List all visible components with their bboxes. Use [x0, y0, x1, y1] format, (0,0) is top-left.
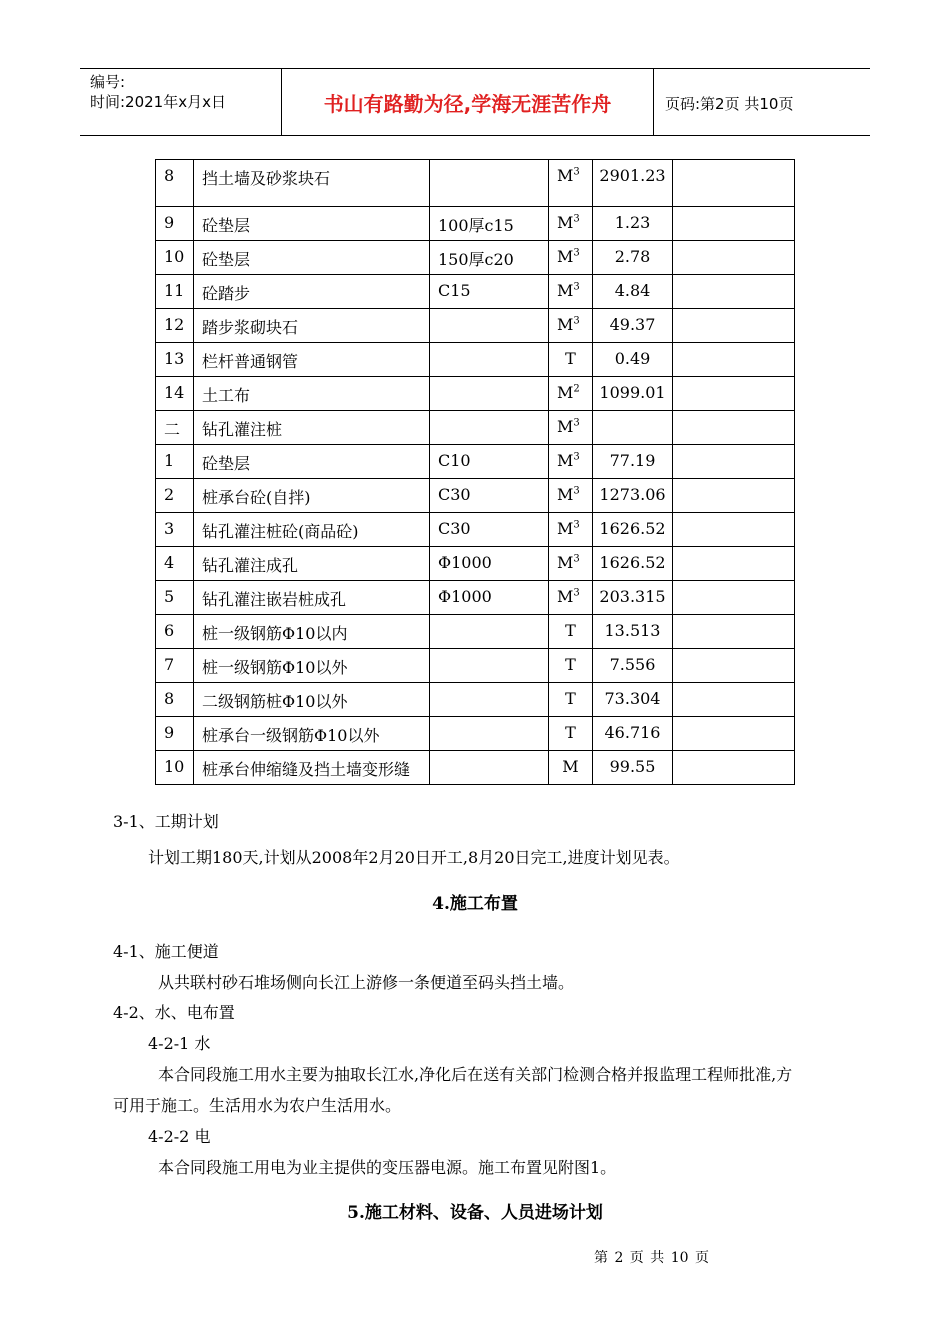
- table-row: [156, 649, 795, 683]
- header-page-label: 页码:第2页 共10页: [665, 95, 794, 113]
- time-label: 时间:2021年x月x日: [90, 93, 226, 111]
- row-unit: [549, 377, 593, 411]
- row-unit: [549, 479, 593, 513]
- row-number: 14: [156, 377, 194, 411]
- row-quantity: 77.19: [593, 445, 673, 479]
- row-item-name: 栏杆普通钢管: [194, 343, 430, 377]
- unit-symbol: M: [557, 315, 574, 334]
- row-spec: [430, 377, 549, 411]
- row-quantity: 1626.52: [593, 547, 673, 581]
- row-unit: [549, 160, 593, 207]
- unit-exponent: 3: [573, 485, 580, 497]
- row-note: [673, 343, 795, 377]
- unit-symbol: M: [557, 587, 574, 606]
- row-number: 9: [156, 207, 194, 241]
- unit-symbol: M: [557, 166, 574, 185]
- unit-symbol: M: [562, 757, 579, 776]
- row-spec: [430, 615, 549, 649]
- row-unit: [549, 241, 593, 275]
- row-item-name: 桩承台砼(自拌): [194, 479, 430, 513]
- row-quantity: [593, 411, 673, 445]
- unit-symbol: M: [557, 281, 574, 300]
- section-3-1-title: 3-1、工期计划: [113, 812, 219, 831]
- row-number: 10: [156, 241, 194, 275]
- row-item-name: 二级钢筋桩Φ10以外: [194, 683, 430, 717]
- section-3-1-text: 计划工期180天,计划从2008年2月20日开工,8月20日完工,进度计划见表。: [148, 848, 680, 867]
- row-note: [673, 309, 795, 343]
- table-row: [156, 275, 795, 309]
- unit-symbol: M: [557, 485, 574, 504]
- row-item-name: 踏步浆砌块石: [194, 309, 430, 343]
- table-row: [156, 513, 795, 547]
- row-item-name: 钻孔灌注成孔: [194, 547, 430, 581]
- row-spec: [430, 683, 549, 717]
- row-unit: [549, 513, 593, 547]
- row-unit: [549, 581, 593, 615]
- row-number: 8: [156, 683, 194, 717]
- row-unit: [549, 343, 593, 377]
- unit-symbol: M: [557, 213, 574, 232]
- row-number: 1: [156, 445, 194, 479]
- row-quantity: 7.556: [593, 649, 673, 683]
- row-item-name: 钻孔灌注桩: [194, 411, 430, 445]
- row-number: 2: [156, 479, 194, 513]
- section-4-2-1-text-line1: 本合同段施工用水主要为抽取长江水,净化后在送有关部门检测合格并报监理工程师批准,方: [158, 1065, 793, 1084]
- unit-exponent: 3: [573, 553, 580, 565]
- section-4-2-2-text: 本合同段施工用电为业主提供的变压器电源。施工布置见附图1。: [158, 1158, 617, 1177]
- page-header: [80, 68, 870, 136]
- row-unit: [549, 275, 593, 309]
- row-number: 4: [156, 547, 194, 581]
- row-unit: [549, 207, 593, 241]
- unit-symbol: M: [557, 417, 574, 436]
- row-item-name: 钻孔灌注嵌岩桩成孔: [194, 581, 430, 615]
- row-note: [673, 275, 795, 309]
- row-note: [673, 547, 795, 581]
- row-item-name: 砼垫层: [194, 241, 430, 275]
- table-row: [156, 751, 795, 785]
- row-unit: [549, 615, 593, 649]
- table-row: [156, 717, 795, 751]
- section-4-1-title: 4-1、施工便道: [113, 942, 219, 961]
- unit-symbol: T: [565, 689, 576, 708]
- row-note: [673, 513, 795, 547]
- table-row: [156, 445, 795, 479]
- row-number: 7: [156, 649, 194, 683]
- row-spec: 150厚c20: [430, 241, 549, 275]
- row-quantity: 203.315: [593, 581, 673, 615]
- row-quantity: 1.23: [593, 207, 673, 241]
- quantity-table: [155, 159, 795, 785]
- unit-symbol: M: [557, 247, 574, 266]
- header-left-cell: [80, 69, 281, 135]
- header-motto: 书山有路勤为径,学海无涯苦作舟: [281, 69, 654, 135]
- row-unit: [549, 751, 593, 785]
- row-spec: [430, 343, 549, 377]
- row-note: [673, 615, 795, 649]
- row-spec: C30: [430, 479, 549, 513]
- row-quantity: 49.37: [593, 309, 673, 343]
- section-4-2-2-title: 4-2-2 电: [148, 1127, 211, 1146]
- unit-exponent: 3: [573, 587, 580, 599]
- row-unit: [549, 683, 593, 717]
- unit-exponent: 3: [573, 166, 580, 178]
- row-quantity: 0.49: [593, 343, 673, 377]
- row-quantity: 73.304: [593, 683, 673, 717]
- row-note: [673, 445, 795, 479]
- row-spec: C30: [430, 513, 549, 547]
- row-number: 二: [156, 411, 194, 445]
- table-row: [156, 207, 795, 241]
- row-item-name: 土工布: [194, 377, 430, 411]
- section-4-2-1-text-line2: 可用于施工。生活用水为农户生活用水。: [113, 1096, 402, 1115]
- table-row: [156, 411, 795, 445]
- row-spec: [430, 649, 549, 683]
- row-note: [673, 207, 795, 241]
- table-row: [156, 343, 795, 377]
- row-unit: [549, 547, 593, 581]
- row-quantity: 46.716: [593, 717, 673, 751]
- row-note: [673, 411, 795, 445]
- unit-symbol: M: [557, 553, 574, 572]
- row-note: [673, 160, 795, 207]
- table-row: [156, 615, 795, 649]
- row-number: 6: [156, 615, 194, 649]
- row-quantity: 1273.06: [593, 479, 673, 513]
- table-row: [156, 241, 795, 275]
- table-row: [156, 547, 795, 581]
- row-unit: [549, 309, 593, 343]
- row-item-name: 桩一级钢筋Φ10以外: [194, 649, 430, 683]
- unit-exponent: 2: [573, 383, 580, 395]
- row-item-name: 挡土墙及砂浆块石: [194, 160, 430, 207]
- row-note: [673, 751, 795, 785]
- section-4-1-text: 从共联村砂石堆场侧向长江上游修一条便道至码头挡土墙。: [158, 973, 575, 992]
- table-row: [156, 581, 795, 615]
- row-note: [673, 717, 795, 751]
- row-spec: [430, 160, 549, 207]
- row-number: 5: [156, 581, 194, 615]
- row-quantity: 2901.23: [593, 160, 673, 207]
- row-number: 8: [156, 160, 194, 207]
- section-4-2-title: 4-2、水、电布置: [113, 1003, 235, 1022]
- row-spec: [430, 717, 549, 751]
- unit-symbol: M: [557, 519, 574, 538]
- row-spec: [430, 309, 549, 343]
- row-item-name: 钻孔灌注桩砼(商品砼): [194, 513, 430, 547]
- unit-symbol: T: [565, 349, 576, 368]
- unit-exponent: 3: [573, 315, 580, 327]
- row-unit: [549, 411, 593, 445]
- row-item-name: 砼垫层: [194, 445, 430, 479]
- table-row: [156, 160, 795, 207]
- table-row: [156, 309, 795, 343]
- row-number: 12: [156, 309, 194, 343]
- row-note: [673, 479, 795, 513]
- unit-symbol: M: [557, 383, 574, 402]
- row-spec: [430, 751, 549, 785]
- unit-symbol: T: [565, 655, 576, 674]
- heading-4: 4.施工布置: [432, 894, 518, 914]
- row-number: 3: [156, 513, 194, 547]
- row-note: [673, 377, 795, 411]
- row-spec: 100厚c15: [430, 207, 549, 241]
- row-spec: [430, 411, 549, 445]
- row-spec: Φ1000: [430, 547, 549, 581]
- row-quantity: 2.78: [593, 241, 673, 275]
- unit-exponent: 3: [573, 247, 580, 259]
- number-label: 编号:: [90, 73, 126, 91]
- row-quantity: 13.513: [593, 615, 673, 649]
- row-note: [673, 683, 795, 717]
- unit-exponent: 3: [573, 519, 580, 531]
- row-quantity: 99.55: [593, 751, 673, 785]
- table-row: [156, 683, 795, 717]
- row-number: 10: [156, 751, 194, 785]
- unit-symbol: T: [565, 621, 576, 640]
- table-row: [156, 377, 795, 411]
- row-note: [673, 649, 795, 683]
- unit-exponent: 3: [573, 213, 580, 225]
- quantity-table-body: [156, 160, 795, 785]
- row-note: [673, 241, 795, 275]
- row-note: [673, 581, 795, 615]
- row-number: 13: [156, 343, 194, 377]
- row-quantity: 4.84: [593, 275, 673, 309]
- row-quantity: 1099.01: [593, 377, 673, 411]
- row-number: 11: [156, 275, 194, 309]
- unit-symbol: T: [565, 723, 576, 742]
- unit-exponent: 3: [573, 451, 580, 463]
- row-unit: [549, 445, 593, 479]
- heading-5: 5.施工材料、设备、人员进场计划: [347, 1203, 603, 1223]
- unit-exponent: 3: [573, 417, 580, 429]
- row-item-name: 桩承台伸缩缝及挡土墙变形缝: [194, 751, 430, 785]
- row-item-name: 砼踏步: [194, 275, 430, 309]
- unit-symbol: M: [557, 451, 574, 470]
- row-item-name: 桩一级钢筋Φ10以内: [194, 615, 430, 649]
- row-spec: C15: [430, 275, 549, 309]
- page-footer: 第 2 页 共 10 页: [594, 1250, 709, 1266]
- section-4-2-1-title: 4-2-1 水: [148, 1034, 211, 1053]
- row-number: 9: [156, 717, 194, 751]
- row-quantity: 1626.52: [593, 513, 673, 547]
- row-unit: [549, 717, 593, 751]
- row-spec: C10: [430, 445, 549, 479]
- table-row: [156, 479, 795, 513]
- row-item-name: 桩承台一级钢筋Φ10以外: [194, 717, 430, 751]
- row-item-name: 砼垫层: [194, 207, 430, 241]
- unit-exponent: 3: [573, 281, 580, 293]
- row-unit: [549, 649, 593, 683]
- row-spec: Φ1000: [430, 581, 549, 615]
